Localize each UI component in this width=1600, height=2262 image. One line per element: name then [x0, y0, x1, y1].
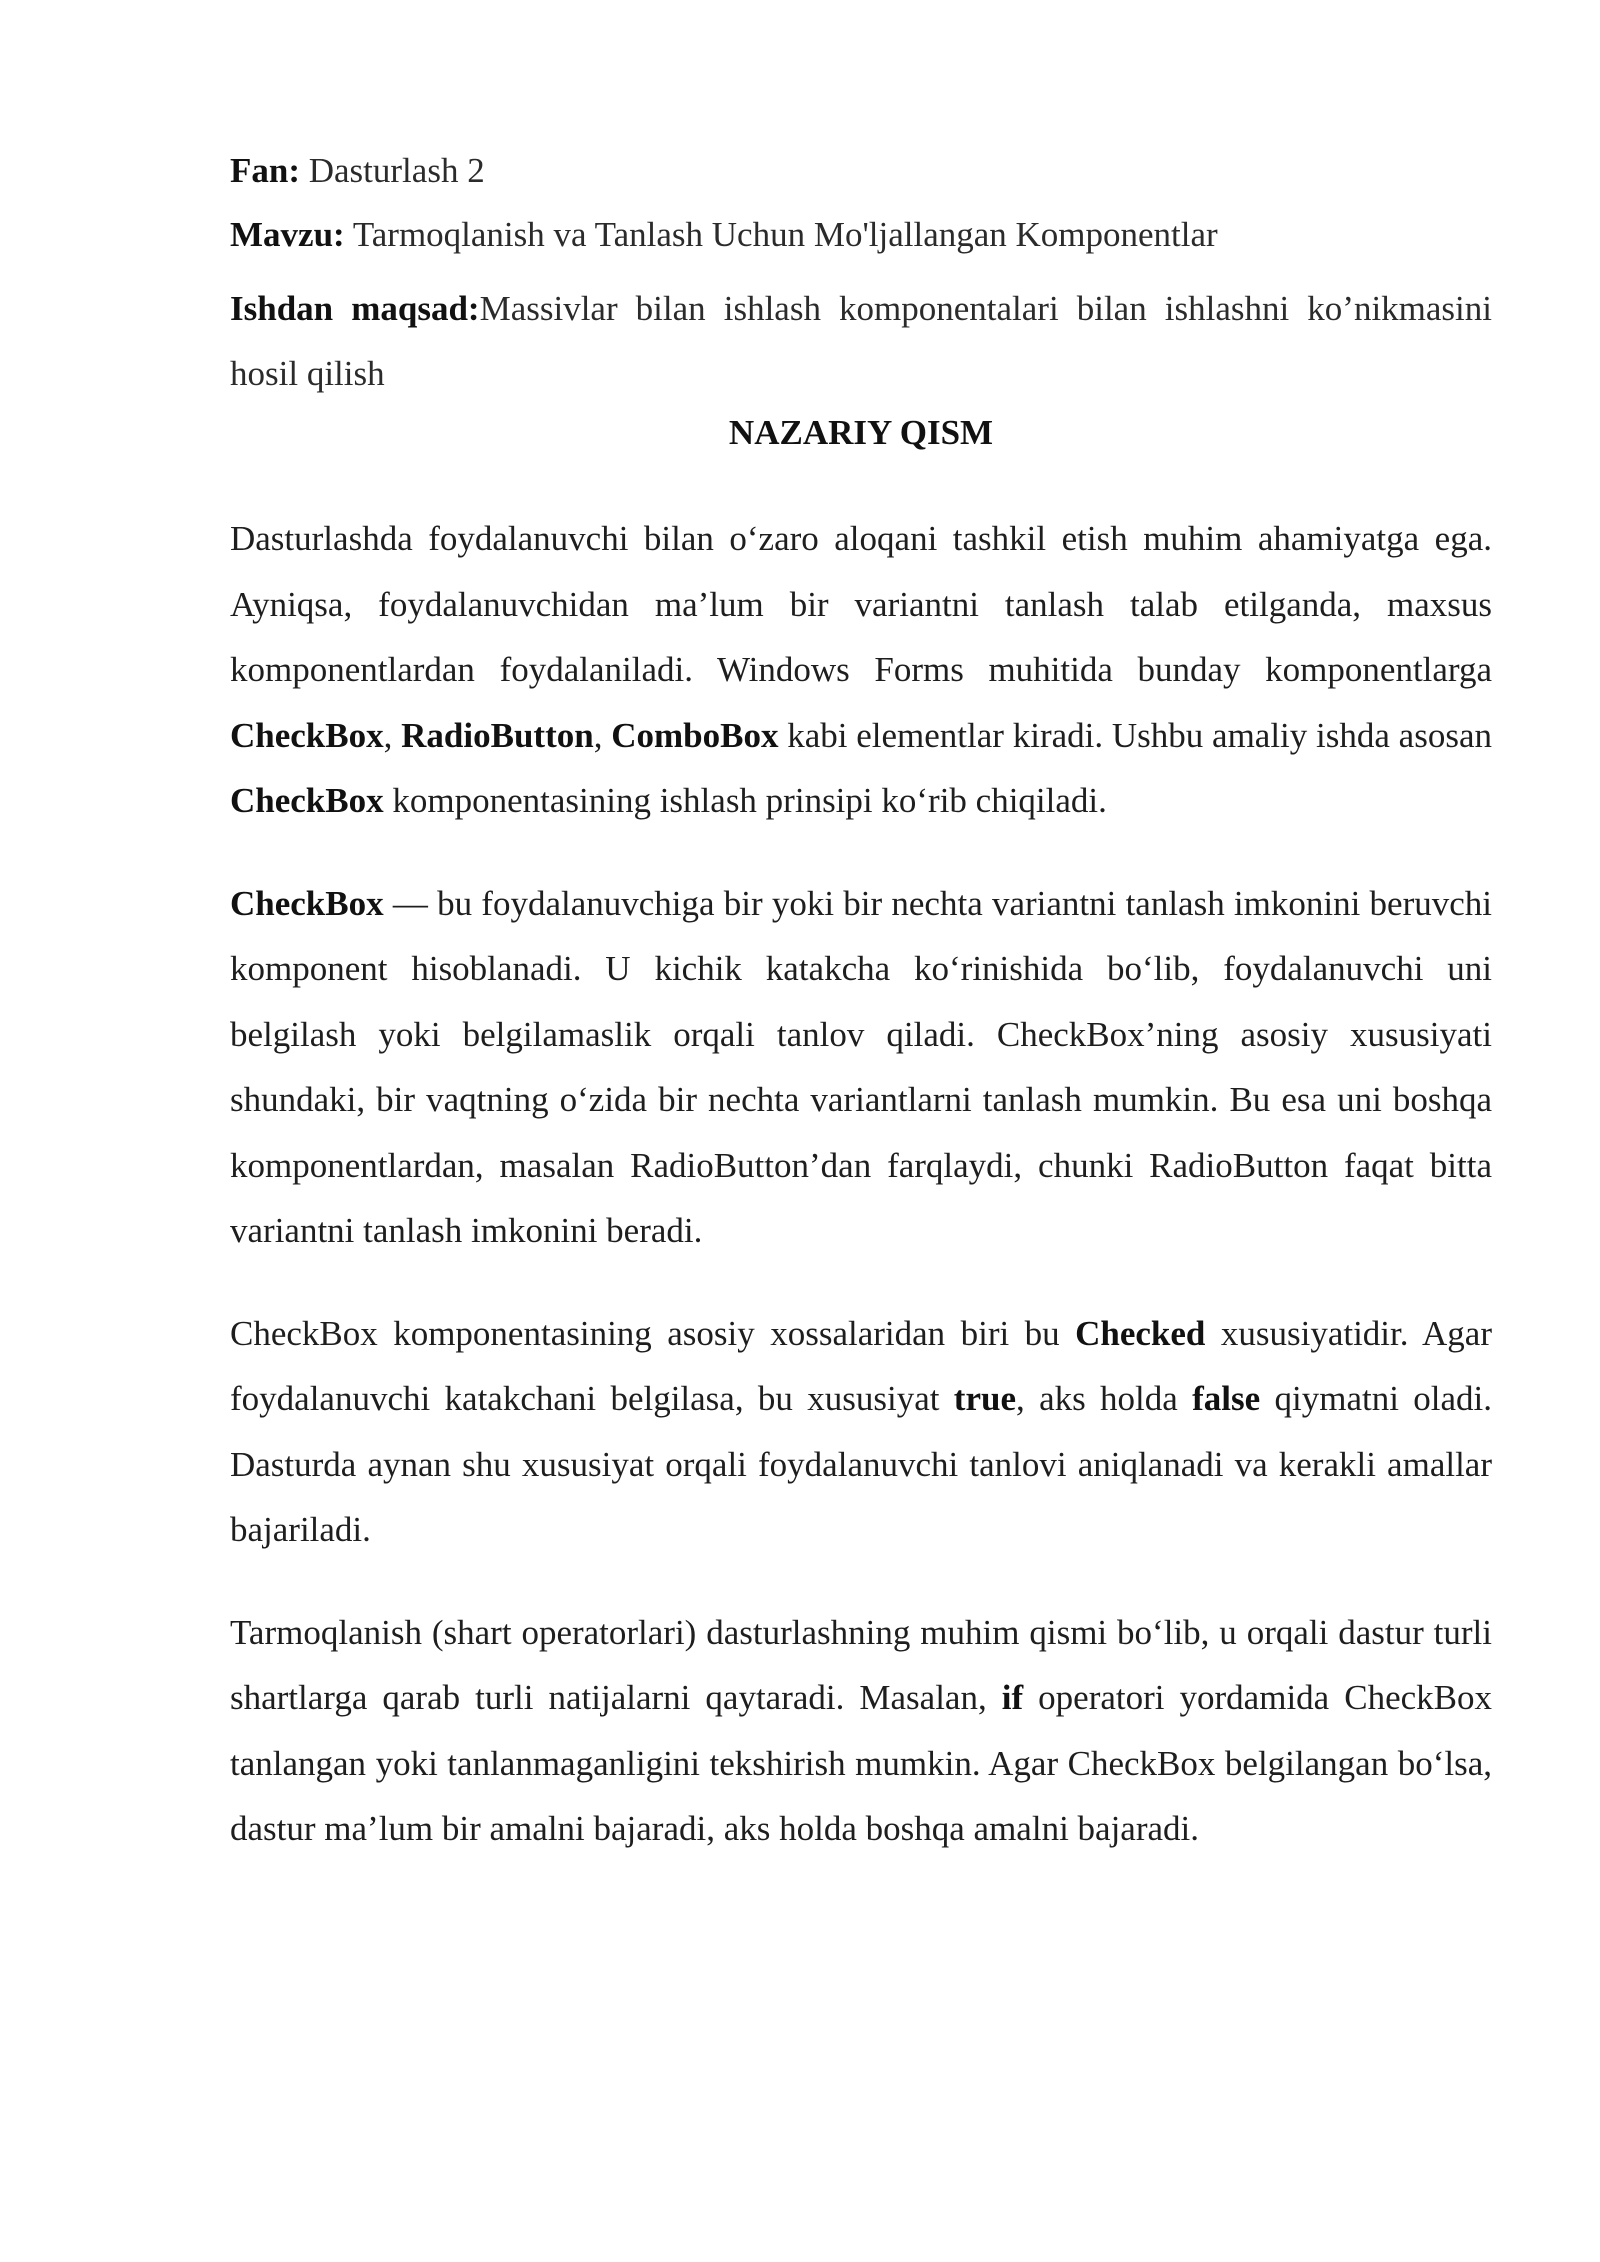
- goal-value: Massivlar bilan ishlash komponentalari bilan ishlashni ko’nikmasini hosil qilish: [230, 289, 1493, 393]
- subject-line: [230, 148, 1492, 194]
- paragraph-text: Tarmoqlanish (shart operatorlari) dasturlashning muhim qismi bo‘lib, u orqali dastur turli shartlarga qarab turli natijalarni qaytaradi. Masalan,: [230, 1612, 1492, 1717]
- bold-term: CheckBox: [230, 715, 384, 755]
- paragraph-text: qiymatni oladi. Dasturda aynan shu xususiyat orqali foydalanuvchi tanlovi aniqlanadi va kerakli amallar bajariladi.: [230, 1379, 1492, 1549]
- paragraph-text: ,: [383, 715, 402, 755]
- paragraph-text: kabi elementlar kiradi. Ushbu amaliy ishda asosan: [778, 715, 1492, 755]
- paragraph-text: ,: [593, 715, 612, 755]
- bold-term: RadioButton: [401, 715, 594, 755]
- bold-term: ComboBox: [611, 715, 779, 755]
- section-heading: NAZARIY QISM: [728, 413, 994, 452]
- paragraph-text: Dasturlashda foydalanuvchi bilan o‘zaro aloqani tashkil etish muhim ahamiyatga ega. Ayniqsa, foydalanuvchidan ma’lum bir variantni tanlash talab etilganda, maxsus komponentlardan foydalaniladi. Windows Forms muhitida bunday komponentlarga: [230, 519, 1492, 689]
- paragraph-text: — bu foydalanuvchiga bir yoki bir nechta variantni tanlash imkonini beruvchi komponent hisoblanadi. U kichik katakcha ko‘rinishida bo‘lib, foydalanuvchi uni belgilash yoki belgilamaslik orqali tanlov qiladi. CheckBox’ning asosiy xususiyati shundaki, bir vaqtning o‘zida bir nechta variantlarni tanlash mumkin. Bu esa uni boshqa komponentlardan, masalan RadioButton’dan farqlaydi, chunki RadioButton faqat bitta variantni tanlash imkonini beradi.: [230, 883, 1492, 1250]
- document-page: [230, 148, 1492, 1899]
- paragraph-intro: [230, 506, 1492, 834]
- bold-term: Checked: [1075, 1313, 1206, 1353]
- paragraph-text: CheckBox komponentasining asosiy xossalaridan biri bu: [230, 1313, 1076, 1353]
- bold-term: if: [1001, 1678, 1024, 1717]
- topic-line: [230, 212, 1492, 258]
- bold-term: true: [953, 1379, 1016, 1418]
- paragraph-text: operatori yordamida CheckBox tanlangan yoki tanlanmaganligini tekshirish mumkin. Agar CheckBox belgilangan bo‘lsa, dastur ma’lum bir amalni bajaradi, aks holda boshqa amalni bajaradi.: [230, 1678, 1492, 1848]
- goal-line: [230, 276, 1492, 406]
- paragraph-branching: [230, 1600, 1492, 1862]
- subject-value: Dasturlash 2: [308, 151, 485, 190]
- paragraph-text: , aks holda: [1016, 1379, 1193, 1418]
- bold-term: CheckBox: [230, 883, 384, 923]
- paragraph-checkbox-definition: [230, 871, 1492, 1264]
- bold-term: false: [1192, 1379, 1261, 1418]
- paragraph-checked-property: [230, 1301, 1492, 1563]
- paragraph-text: xususiyatidir. Agar foydalanuvchi katakchani belgilasa, bu xususiyat: [230, 1313, 1492, 1418]
- goal-label: Ishdan maqsad:: [230, 289, 480, 328]
- topic-value: Tarmoqlanish va Tanlash Uchun Mo'ljallangan Komponentlar: [352, 215, 1218, 254]
- bold-term: CheckBox: [230, 781, 384, 820]
- paragraph-text: komponentasining ishlash prinsipi ko‘rib chiqiladi.: [383, 781, 1107, 820]
- topic-label: Mavzu:: [230, 215, 345, 254]
- subject-label: Fan:: [230, 151, 300, 190]
